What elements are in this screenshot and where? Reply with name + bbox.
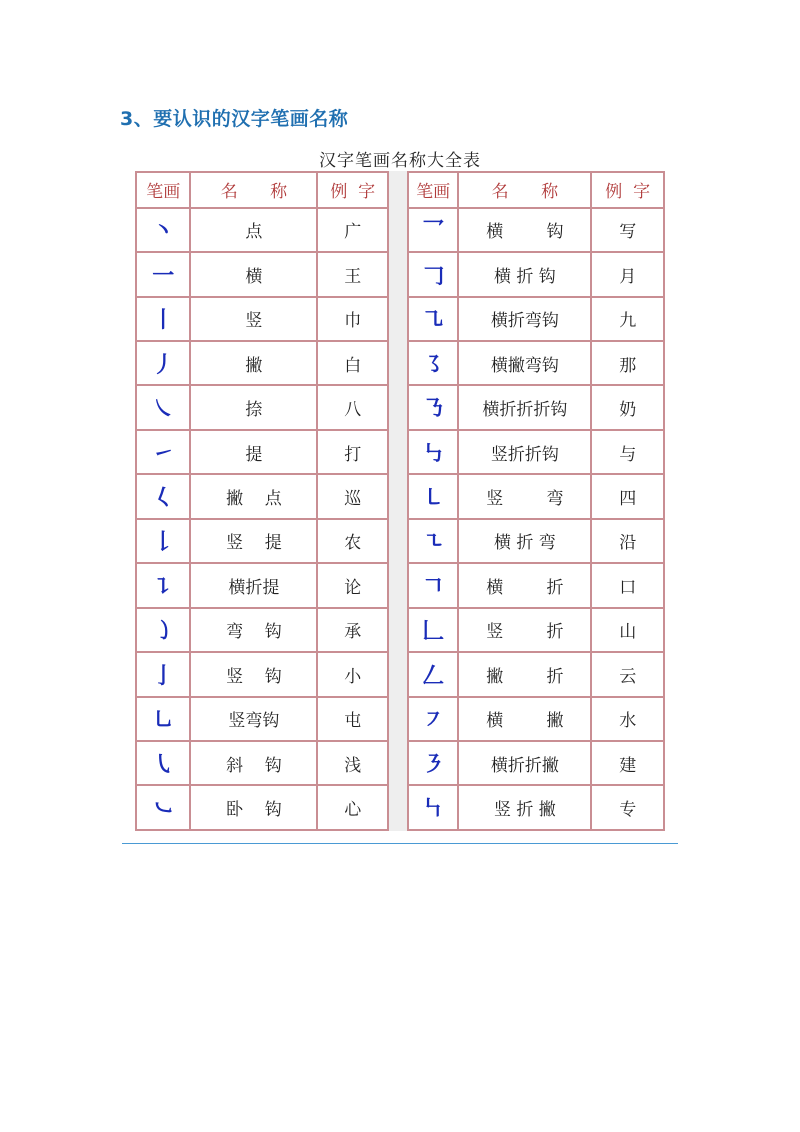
stroke-name: 撇 [191,342,316,384]
table-row [137,742,387,784]
example-char: 沿 [592,520,663,562]
table-row [409,253,663,295]
stroke-name: 横 撇 [459,698,590,740]
stroke-name: 竖 折 撇 [459,786,590,829]
stroke-name: 竖 弯 [459,475,590,517]
stroke-name: 竖折折钩 [459,431,590,473]
table-row [409,609,663,651]
stroke-name: 点 [191,209,316,251]
example-char: 云 [592,653,663,695]
stroke-name: 竖 提 [191,520,316,562]
table-caption: 汉字笔画名称大全表 [319,151,481,171]
stroke-glyph: ㇀ [137,431,189,473]
stroke-name: 竖弯钩 [191,698,316,740]
horizontal-rule [122,843,678,844]
example-char: 屯 [318,698,387,740]
table-right-half [407,171,665,831]
stroke-name-table [135,171,665,831]
stroke-glyph: 𡿨 [137,475,189,517]
stroke-name: 竖 钩 [191,653,316,695]
header-stroke: 笔画 [137,173,189,207]
example-char: 奶 [592,386,663,428]
stroke-name: 横 折 钩 [459,253,590,295]
table-row [409,698,663,740]
table-row [137,698,387,740]
example-char: 与 [592,431,663,473]
example-char: 写 [592,209,663,251]
table-header-row [409,173,663,207]
stroke-name: 横 折 [459,564,590,606]
stroke-glyph: ㇟ [137,698,189,740]
example-char: 小 [318,653,387,695]
stroke-name: 捺 [191,386,316,428]
stroke-glyph: ㇏ [137,386,189,428]
example-char: 那 [592,342,663,384]
table-row [137,653,387,695]
stroke-glyph: ㇌ [409,342,457,384]
stroke-name: 撇 点 [191,475,316,517]
stroke-name: 横折折折钩 [459,386,590,428]
stroke-name: 横折提 [191,564,316,606]
stroke-glyph: ㇃ [137,786,189,829]
stroke-glyph: 乛 [409,209,457,251]
table-row [137,298,387,340]
stroke-glyph: 𠃌 [409,253,457,295]
table-row [409,298,663,340]
stroke-glyph: ㇂ [137,742,189,784]
stroke-glyph: ㇞ [409,786,457,829]
stroke-glyph: 一 [137,253,189,295]
stroke-name: 竖 折 [459,609,590,651]
example-char: 农 [318,520,387,562]
stroke-glyph: ㇡ [409,386,457,428]
stroke-name: 提 [191,431,316,473]
example-char: 专 [592,786,663,829]
table-row [137,386,387,428]
stroke-glyph: 丨 [137,298,189,340]
stroke-glyph: ㇊ [137,564,189,606]
example-char: 巾 [318,298,387,340]
left-stroke-table [135,171,389,831]
header-name: 名 称 [459,173,590,207]
example-char: 水 [592,698,663,740]
table-row [137,520,387,562]
stroke-name: 弯 钩 [191,609,316,651]
header-name: 名 称 [191,173,316,207]
table-row [137,564,387,606]
table-row [409,742,663,784]
example-char: 浅 [318,742,387,784]
stroke-name: 横 [191,253,316,295]
stroke-glyph: ㇁ [137,609,189,651]
stroke-glyph: ㇉ [409,431,457,473]
example-char: 八 [318,386,387,428]
stroke-name: 横折弯钩 [459,298,590,340]
stroke-glyph: 𠄌 [137,520,189,562]
table-row [137,342,387,384]
stroke-glyph: ㇍ [409,520,457,562]
example-char: 论 [318,564,387,606]
example-char: 巡 [318,475,387,517]
table-row [137,609,387,651]
example-char: 四 [592,475,663,517]
example-char: 广 [318,209,387,251]
table-row [409,431,663,473]
stroke-glyph: 丿 [137,342,189,384]
stroke-name: 横撇弯钩 [459,342,590,384]
example-char: 山 [592,609,663,651]
stroke-name: 卧 钩 [191,786,316,829]
table-row [137,253,387,295]
stroke-glyph: ㇄ [409,475,457,517]
table-row [409,786,663,829]
stroke-glyph: ㇈ [409,298,457,340]
table-header-row [137,173,387,207]
example-char: 口 [592,564,663,606]
example-char: 心 [318,786,387,829]
stroke-glyph: 𠃊 [409,609,457,651]
table-row [409,475,663,517]
table-row [409,520,663,562]
header-stroke: 笔画 [409,173,457,207]
header-example: 例 字 [318,173,387,207]
stroke-glyph: 丶 [137,209,189,251]
table-row [137,475,387,517]
right-stroke-table [407,171,665,831]
table-row [137,431,387,473]
example-char: 月 [592,253,663,295]
table-left-half [135,171,389,831]
example-char: 九 [592,298,663,340]
header-example: 例 字 [592,173,663,207]
example-char: 王 [318,253,387,295]
example-char: 承 [318,609,387,651]
stroke-glyph: 亅 [137,653,189,695]
example-char: 白 [318,342,387,384]
table-row [409,209,663,251]
stroke-name: 竖 [191,298,316,340]
stroke-name: 斜 钩 [191,742,316,784]
stroke-name: 横折折撇 [459,742,590,784]
stroke-glyph: ㇇ [409,698,457,740]
table-row [409,342,663,384]
stroke-name: 横 钩 [459,209,590,251]
stroke-name: 撇 折 [459,653,590,695]
stroke-name: 横 折 弯 [459,520,590,562]
example-char: 打 [318,431,387,473]
table-row [409,653,663,695]
stroke-glyph: 𠃍 [409,564,457,606]
table-divider [389,171,407,831]
stroke-glyph: ㇋ [409,742,457,784]
table-row [137,786,387,829]
table-row [409,564,663,606]
table-row [409,386,663,428]
stroke-glyph: 𠃋 [409,653,457,695]
table-row [137,209,387,251]
section-heading: 3、要认识的汉字笔画名称 [120,108,349,130]
example-char: 建 [592,742,663,784]
